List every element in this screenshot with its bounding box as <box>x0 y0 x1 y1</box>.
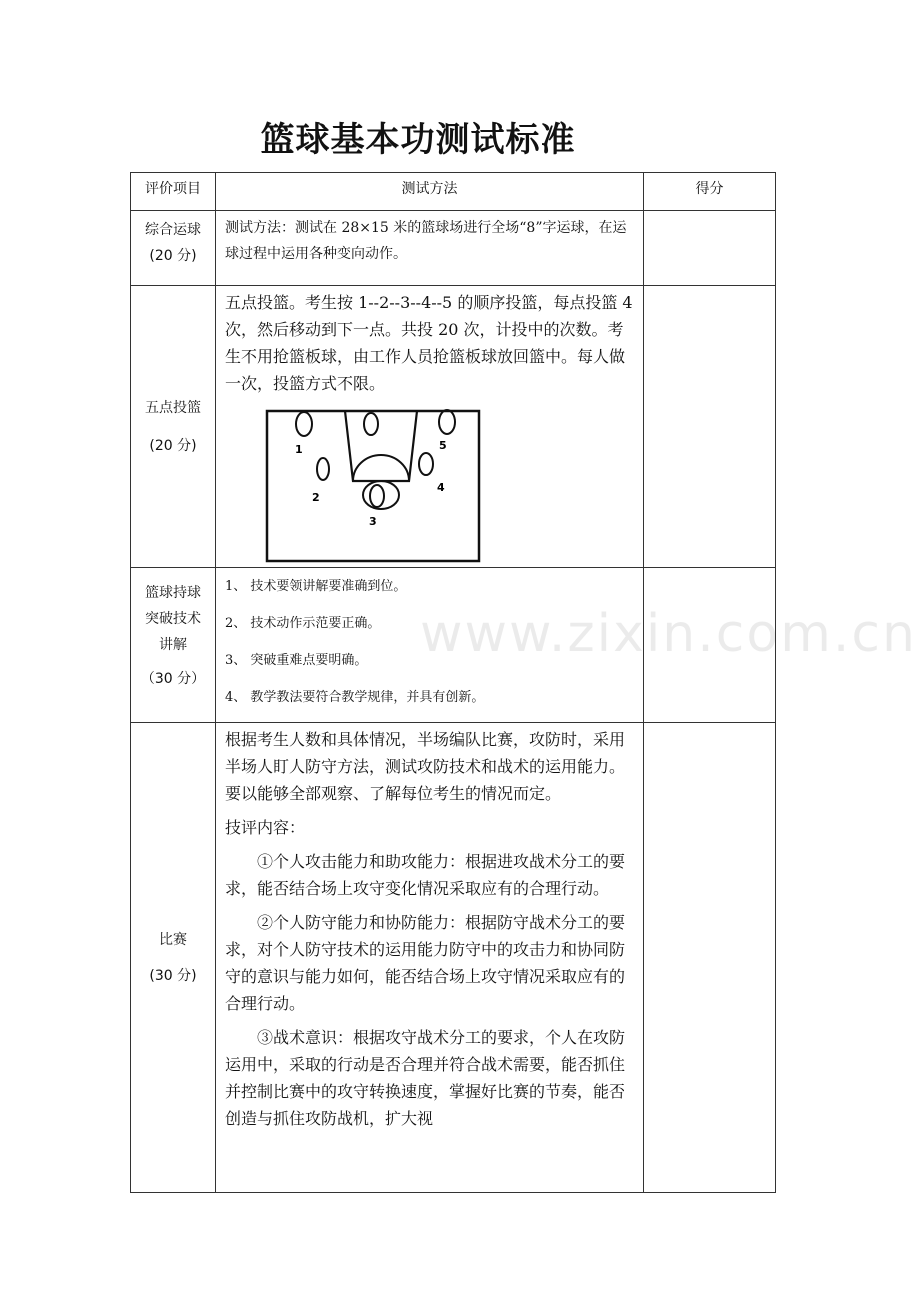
row-shooting <box>131 286 776 568</box>
page-title: 篮球基本功测试标准 <box>260 120 576 160</box>
row-shooting-score <box>644 286 776 568</box>
match-point-2: ②个人防守能力和协防能力：根据防守战术分工的要求，对个人防守技术的运用能力防守中的攻击力和协同防守的意识与能力如何，能否结合场上攻守情况采取应有的合理行动。 <box>225 913 626 1013</box>
row-match-name: 比赛 <box>159 931 187 948</box>
row-match-points: (30 分) <box>149 967 197 984</box>
watermark: www.zixin.com.cn <box>420 604 917 664</box>
header-score: 得分 <box>644 173 776 211</box>
row-breakthrough-name-2: 突破技术 <box>145 611 201 627</box>
match-point-3: ③战术意识：根据攻守战术分工的要求，个人在攻防运用中，采取的行动是否合理并符合战术需要，能否抓住并控制比赛中的攻守转换速度，掌握好比赛的节奏，能否创造与抓住攻防战机，扩大视 <box>225 1028 626 1128</box>
row-shooting-method-cell <box>216 286 644 568</box>
row-match <box>131 723 776 1193</box>
breakthrough-item-1: 1、 技术要领讲解要准确到位。 <box>225 579 407 594</box>
header-method: 测试方法 <box>216 173 644 211</box>
row-breakthrough-name-3: 讲解 <box>159 637 187 653</box>
row-breakthrough-name-1: 篮球持球 <box>145 585 201 601</box>
row-dribble-name-cell <box>131 211 216 286</box>
row-dribble-score <box>644 211 776 286</box>
row-dribble-points: (20 分) <box>149 248 197 264</box>
breakthrough-item-2: 2、 技术动作示范要正确。 <box>225 616 381 631</box>
spot-label-5: 5 <box>439 439 447 452</box>
standards-table <box>130 172 776 1193</box>
row-breakthrough-points: （30 分） <box>140 671 206 687</box>
spot-label-4: 4 <box>437 481 445 494</box>
spot-label-3: 3 <box>369 515 377 528</box>
match-intro: 根据考生人数和具体情况，半场编队比赛，攻防时，采用半场人盯人防守方法，测试攻防技术和战术的运用能力。要以能够全部观察、了解每位考生的情况而定。 <box>225 730 626 803</box>
match-eval-title: 技评内容： <box>225 818 306 837</box>
row-dribble <box>131 211 776 286</box>
row-match-method <box>216 723 644 1193</box>
row-shooting-name: 五点投篮 <box>145 399 201 416</box>
spot-label-1: 1 <box>295 443 303 456</box>
row-shooting-name-cell <box>131 286 216 568</box>
breakthrough-item-4: 4、 教学教法要符合教学规律，并具有创新。 <box>225 690 485 705</box>
row-dribble-method: 测试方法：测试在 28×15 米的篮球场进行全场“8”字运球，在运球过程中运用各种变向动作。 <box>216 211 644 286</box>
row-shooting-method: 五点投篮。考生按 1--2--3--4--5 的顺序投篮，每点投篮 4 次，然后移动到下一点。共投 20 次，计投中的次数。考生不用抢篮板球，由工作人员抢篮板球放回篮中。每人做一次，投篮方式不限。 <box>225 293 633 393</box>
row-dribble-name: 综合运球 <box>145 222 201 238</box>
court-diagram <box>249 407 499 567</box>
header-row <box>131 173 776 211</box>
row-match-score <box>644 723 776 1193</box>
match-point-1: ①个人攻击能力和助攻能力：根据进攻战术分工的要求，能否结合场上攻守变化情况采取应有的合理行动。 <box>225 852 626 898</box>
row-breakthrough-name-cell <box>131 568 216 723</box>
spot-label-2: 2 <box>312 491 320 504</box>
header-item: 评价项目 <box>131 173 216 211</box>
row-shooting-points: (20 分) <box>149 437 197 454</box>
row-match-name-cell <box>131 723 216 1193</box>
breakthrough-item-3: 3、 突破重难点要明确。 <box>225 653 368 668</box>
